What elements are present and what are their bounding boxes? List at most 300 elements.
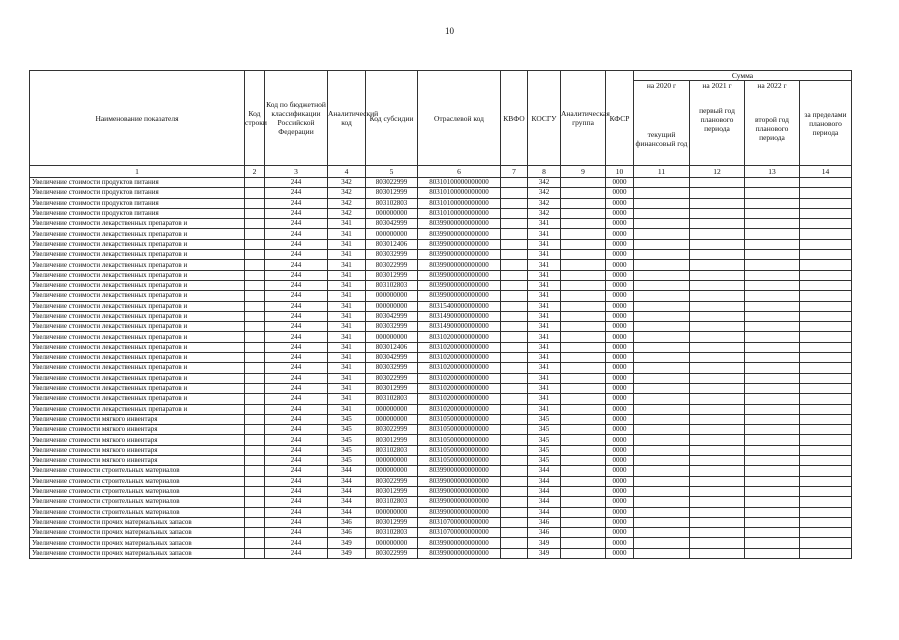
analytic-group-cell [561, 208, 606, 218]
table-row [30, 425, 852, 435]
column-number: 4 [328, 166, 366, 178]
header-plan2-label: второй год планового периода [755, 115, 789, 142]
sum-beyond-cell [800, 332, 852, 342]
table-row [30, 301, 852, 311]
sum-2020-cell [634, 270, 690, 280]
sum-2020-cell [634, 486, 690, 496]
header-analytic-code: Аналитический код [328, 71, 366, 166]
subsidy-code-cell: 000000000 [366, 291, 418, 301]
table-row [30, 219, 852, 229]
sum-2021-cell [690, 260, 745, 270]
table-row [30, 528, 852, 538]
row-code-cell [245, 425, 265, 435]
sum-2021-cell [690, 538, 745, 548]
budget-code-cell: 244 [265, 363, 328, 373]
sum-2020-cell [634, 548, 690, 558]
budget-code-cell: 244 [265, 270, 328, 280]
analytic-code-cell: 341 [328, 239, 366, 249]
row-code-cell [245, 239, 265, 249]
analytic-code-cell: 345 [328, 425, 366, 435]
row-name: Увеличение стоимости строительных материалов [30, 486, 245, 496]
table-row [30, 507, 852, 517]
sum-beyond-cell [800, 178, 852, 188]
row-code-cell [245, 466, 265, 476]
sum-2020-cell [634, 404, 690, 414]
sum-2022-cell [745, 353, 800, 363]
analytic-group-cell [561, 528, 606, 538]
column-number: 11 [634, 166, 690, 178]
row-name: Увеличение стоимости лекарственных препаратов и [30, 311, 245, 321]
table-row [30, 497, 852, 507]
subsidy-code-cell: 803022999 [366, 373, 418, 383]
subsidy-code-cell: 803042999 [366, 219, 418, 229]
row-name: Увеличение стоимости лекарственных препаратов и [30, 301, 245, 311]
row-code-cell [245, 311, 265, 321]
kosgu-cell: 341 [528, 322, 561, 332]
analytic-group-cell [561, 476, 606, 486]
sum-2022-cell [745, 445, 800, 455]
subsidy-code-cell: 803102803 [366, 198, 418, 208]
table-row [30, 373, 852, 383]
analytic-group-cell [561, 301, 606, 311]
branch-code-cell: 80399000000000000 [418, 270, 501, 280]
budget-code-cell: 244 [265, 548, 328, 558]
sum-2021-cell [690, 229, 745, 239]
header-sum: Сумма [634, 71, 852, 81]
row-name: Увеличение стоимости лекарственных препаратов и [30, 260, 245, 270]
sum-beyond-cell [800, 219, 852, 229]
kvfo-cell [501, 280, 528, 290]
row-name: Увеличение стоимости строительных материалов [30, 476, 245, 486]
sum-beyond-cell [800, 383, 852, 393]
branch-code-cell: 80310200000000000 [418, 373, 501, 383]
kfsr-cell: 0000 [606, 373, 634, 383]
sum-2020-cell [634, 456, 690, 466]
subsidy-code-cell: 000000000 [366, 538, 418, 548]
kfsr-cell: 0000 [606, 435, 634, 445]
header-year-2022: на 2022 г [757, 81, 787, 90]
table-row [30, 383, 852, 393]
kfsr-cell: 0000 [606, 486, 634, 496]
header-plan2 [745, 81, 800, 166]
row-name: Увеличение стоимости лекарственных препаратов и [30, 239, 245, 249]
subsidy-code-cell: 803102803 [366, 394, 418, 404]
sum-2022-cell [745, 270, 800, 280]
header-branch-code: Отраслевой код [418, 71, 501, 166]
row-code-cell [245, 548, 265, 558]
analytic-code-cell: 341 [328, 301, 366, 311]
kosgu-cell: 346 [528, 528, 561, 538]
kvfo-cell [501, 538, 528, 548]
sum-2021-cell [690, 425, 745, 435]
sum-2020-cell [634, 332, 690, 342]
analytic-code-cell: 341 [328, 260, 366, 270]
row-name: Увеличение стоимости строительных материалов [30, 466, 245, 476]
header-budget-code: Код по бюджетной классификации Российской Федерации [265, 71, 328, 166]
table-row [30, 353, 852, 363]
row-name: Увеличение стоимости продуктов питания [30, 178, 245, 188]
kvfo-cell [501, 219, 528, 229]
kosgu-cell: 345 [528, 456, 561, 466]
kosgu-cell: 341 [528, 260, 561, 270]
sum-2021-cell [690, 208, 745, 218]
row-code-cell [245, 445, 265, 455]
kfsr-cell: 0000 [606, 466, 634, 476]
sum-2021-cell [690, 188, 745, 198]
sum-2020-cell [634, 260, 690, 270]
kvfo-cell [501, 507, 528, 517]
row-code-cell [245, 229, 265, 239]
branch-code-cell: 80399000000000000 [418, 250, 501, 260]
branch-code-cell: 80310200000000000 [418, 342, 501, 352]
branch-code-cell: 80310700000000000 [418, 517, 501, 527]
analytic-code-cell: 345 [328, 445, 366, 455]
sum-2020-cell [634, 342, 690, 352]
kosgu-cell: 341 [528, 291, 561, 301]
table-row [30, 456, 852, 466]
row-name: Увеличение стоимости лекарственных препаратов и [30, 322, 245, 332]
sum-2021-cell [690, 517, 745, 527]
sum-beyond-cell [800, 239, 852, 249]
sum-2020-cell [634, 291, 690, 301]
sum-2021-cell [690, 239, 745, 249]
row-code-cell [245, 456, 265, 466]
sum-2022-cell [745, 332, 800, 342]
table-row [30, 280, 852, 290]
table-row [30, 394, 852, 404]
sum-beyond-cell [800, 270, 852, 280]
sum-2022-cell [745, 311, 800, 321]
branch-code-cell: 80399000000000000 [418, 538, 501, 548]
row-code-cell [245, 178, 265, 188]
kosgu-cell: 345 [528, 414, 561, 424]
sum-beyond-cell [800, 414, 852, 424]
analytic-group-cell [561, 373, 606, 383]
branch-code-cell: 80310100000000000 [418, 178, 501, 188]
sum-2022-cell [745, 466, 800, 476]
kvfo-cell [501, 373, 528, 383]
sum-2022-cell [745, 435, 800, 445]
table-row [30, 538, 852, 548]
budget-code-cell: 244 [265, 517, 328, 527]
sum-beyond-cell [800, 260, 852, 270]
header-kosgu: КОСГУ [528, 71, 561, 166]
sum-beyond-cell [800, 507, 852, 517]
budget-code-cell: 244 [265, 322, 328, 332]
branch-code-cell: 80310100000000000 [418, 198, 501, 208]
sum-2021-cell [690, 363, 745, 373]
sum-2020-cell [634, 497, 690, 507]
sum-beyond-cell [800, 528, 852, 538]
subsidy-code-cell: 803022999 [366, 476, 418, 486]
branch-code-cell: 80310200000000000 [418, 363, 501, 373]
kosgu-cell: 345 [528, 435, 561, 445]
kosgu-cell: 341 [528, 301, 561, 311]
analytic-code-cell: 344 [328, 507, 366, 517]
table-row [30, 178, 852, 188]
branch-code-cell: 80310200000000000 [418, 404, 501, 414]
analytic-code-cell: 341 [328, 311, 366, 321]
kosgu-cell: 342 [528, 178, 561, 188]
analytic-group-cell [561, 363, 606, 373]
column-number: 1 [30, 166, 245, 178]
sum-beyond-cell [800, 425, 852, 435]
sum-2022-cell [745, 260, 800, 270]
kfsr-cell: 0000 [606, 280, 634, 290]
kosgu-cell: 349 [528, 548, 561, 558]
analytic-group-cell [561, 497, 606, 507]
sum-2022-cell [745, 188, 800, 198]
subsidy-code-cell: 000000000 [366, 301, 418, 311]
subsidy-code-cell: 803032999 [366, 322, 418, 332]
row-code-cell [245, 517, 265, 527]
analytic-group-cell [561, 414, 606, 424]
kosgu-cell: 341 [528, 229, 561, 239]
row-code-cell [245, 486, 265, 496]
header-name: Наименование показателя [30, 71, 245, 166]
kfsr-cell: 0000 [606, 497, 634, 507]
sum-2022-cell [745, 342, 800, 352]
header-kvfo: КВФО [501, 71, 528, 166]
sum-2020-cell [634, 394, 690, 404]
kosgu-cell: 341 [528, 250, 561, 260]
kosgu-cell: 341 [528, 353, 561, 363]
sum-2020-cell [634, 373, 690, 383]
branch-code-cell: 80399000000000000 [418, 497, 501, 507]
sum-2020-cell [634, 425, 690, 435]
analytic-code-cell: 345 [328, 414, 366, 424]
subsidy-code-cell: 803042999 [366, 353, 418, 363]
branch-code-cell: 80310200000000000 [418, 353, 501, 363]
kosgu-cell: 341 [528, 219, 561, 229]
table-row [30, 342, 852, 352]
kfsr-cell: 0000 [606, 548, 634, 558]
budget-code-cell: 244 [265, 280, 328, 290]
row-code-cell [245, 363, 265, 373]
sum-beyond-cell [800, 476, 852, 486]
kfsr-cell: 0000 [606, 342, 634, 352]
row-name: Увеличение стоимости продуктов питания [30, 198, 245, 208]
sum-2021-cell [690, 394, 745, 404]
header-fin-year-label: текущий финансовый год [635, 130, 688, 148]
sum-2021-cell [690, 414, 745, 424]
kfsr-cell: 0000 [606, 445, 634, 455]
sum-beyond-cell [800, 311, 852, 321]
table-row [30, 476, 852, 486]
analytic-group-cell [561, 517, 606, 527]
sum-2022-cell [745, 322, 800, 332]
budget-code-cell: 244 [265, 250, 328, 260]
budget-code-cell: 244 [265, 260, 328, 270]
kfsr-cell: 0000 [606, 332, 634, 342]
sum-2021-cell [690, 507, 745, 517]
kvfo-cell [501, 414, 528, 424]
sum-2021-cell [690, 486, 745, 496]
branch-code-cell: 80399000000000000 [418, 486, 501, 496]
header-year-2021: на 2021 г [702, 81, 732, 90]
table-row [30, 466, 852, 476]
sum-beyond-cell [800, 188, 852, 198]
kfsr-cell: 0000 [606, 353, 634, 363]
kfsr-cell: 0000 [606, 219, 634, 229]
sum-2021-cell [690, 548, 745, 558]
subsidy-code-cell: 000000000 [366, 414, 418, 424]
row-code-cell [245, 291, 265, 301]
row-name: Увеличение стоимости прочих материальных запасов [30, 538, 245, 548]
kvfo-cell [501, 178, 528, 188]
kfsr-cell: 0000 [606, 517, 634, 527]
analytic-code-cell: 342 [328, 198, 366, 208]
budget-code-cell: 244 [265, 538, 328, 548]
column-number: 12 [690, 166, 745, 178]
sum-2020-cell [634, 466, 690, 476]
kvfo-cell [501, 466, 528, 476]
sum-2020-cell [634, 507, 690, 517]
sum-2022-cell [745, 363, 800, 373]
sum-2020-cell [634, 198, 690, 208]
analytic-code-cell: 341 [328, 322, 366, 332]
column-number: 3 [265, 166, 328, 178]
analytic-code-cell: 341 [328, 342, 366, 352]
sum-2021-cell [690, 198, 745, 208]
analytic-code-cell: 349 [328, 538, 366, 548]
kvfo-cell [501, 353, 528, 363]
subsidy-code-cell: 803022999 [366, 548, 418, 558]
kfsr-cell: 0000 [606, 178, 634, 188]
analytic-group-cell [561, 383, 606, 393]
subsidy-code-cell: 803042999 [366, 311, 418, 321]
kfsr-cell: 0000 [606, 188, 634, 198]
subsidy-code-cell: 803102803 [366, 497, 418, 507]
subsidy-code-cell: 000000000 [366, 404, 418, 414]
kfsr-cell: 0000 [606, 311, 634, 321]
sum-2022-cell [745, 476, 800, 486]
page-number: 10 [445, 26, 454, 36]
kvfo-cell [501, 363, 528, 373]
sum-2020-cell [634, 188, 690, 198]
subsidy-code-cell: 803022999 [366, 178, 418, 188]
table-row [30, 188, 852, 198]
header-plan1 [690, 81, 745, 166]
kosgu-cell: 341 [528, 239, 561, 249]
sum-2022-cell [745, 198, 800, 208]
branch-code-cell: 80399000000000000 [418, 260, 501, 270]
budget-code-cell: 244 [265, 528, 328, 538]
kvfo-cell [501, 311, 528, 321]
branch-code-cell: 80399000000000000 [418, 476, 501, 486]
analytic-group-cell [561, 198, 606, 208]
sum-2021-cell [690, 322, 745, 332]
row-name: Увеличение стоимости прочих материальных запасов [30, 528, 245, 538]
row-code-cell [245, 507, 265, 517]
kosgu-cell: 349 [528, 538, 561, 548]
row-code-cell [245, 383, 265, 393]
sum-2020-cell [634, 414, 690, 424]
analytic-group-cell [561, 250, 606, 260]
sum-2022-cell [745, 373, 800, 383]
table-row [30, 445, 852, 455]
branch-code-cell: 80399000000000000 [418, 507, 501, 517]
row-name: Увеличение стоимости лекарственных препаратов и [30, 404, 245, 414]
header-kfsr: КФСР [606, 71, 634, 166]
budget-code-cell: 244 [265, 301, 328, 311]
sum-2022-cell [745, 250, 800, 260]
subsidy-code-cell: 803012999 [366, 435, 418, 445]
analytic-group-cell [561, 353, 606, 363]
kvfo-cell [501, 404, 528, 414]
sum-2021-cell [690, 383, 745, 393]
analytic-code-cell: 342 [328, 178, 366, 188]
sum-beyond-cell [800, 394, 852, 404]
column-number: 13 [745, 166, 800, 178]
kfsr-cell: 0000 [606, 456, 634, 466]
sum-beyond-cell [800, 548, 852, 558]
sum-beyond-cell [800, 445, 852, 455]
kvfo-cell [501, 528, 528, 538]
sum-2021-cell [690, 353, 745, 363]
kfsr-cell: 0000 [606, 260, 634, 270]
column-number-row [30, 166, 852, 178]
branch-code-cell: 80399000000000000 [418, 280, 501, 290]
sum-2021-cell [690, 311, 745, 321]
sum-2020-cell [634, 322, 690, 332]
branch-code-cell: 80310500000000000 [418, 414, 501, 424]
budget-code-cell: 244 [265, 435, 328, 445]
row-code-cell [245, 219, 265, 229]
subsidy-code-cell: 803102803 [366, 280, 418, 290]
subsidy-code-cell: 803012999 [366, 188, 418, 198]
column-number: 7 [501, 166, 528, 178]
row-name: Увеличение стоимости лекарственных препаратов и [30, 383, 245, 393]
table-row [30, 291, 852, 301]
sum-2020-cell [634, 229, 690, 239]
sum-2020-cell [634, 250, 690, 260]
table-row [30, 435, 852, 445]
sum-2022-cell [745, 456, 800, 466]
subsidy-code-cell: 803012406 [366, 342, 418, 352]
row-code-cell [245, 260, 265, 270]
sum-beyond-cell [800, 466, 852, 476]
analytic-code-cell: 341 [328, 373, 366, 383]
kosgu-cell: 344 [528, 507, 561, 517]
analytic-group-cell [561, 188, 606, 198]
row-code-cell [245, 373, 265, 383]
analytic-code-cell: 341 [328, 229, 366, 239]
kosgu-cell: 341 [528, 342, 561, 352]
subsidy-code-cell: 803012999 [366, 383, 418, 393]
row-name: Увеличение стоимости строительных материалов [30, 497, 245, 507]
sum-2020-cell [634, 280, 690, 290]
table-row [30, 208, 852, 218]
analytic-group-cell [561, 445, 606, 455]
row-name: Увеличение стоимости лекарственных препаратов и [30, 363, 245, 373]
budget-code-cell: 244 [265, 198, 328, 208]
sum-2021-cell [690, 332, 745, 342]
analytic-group-cell [561, 332, 606, 342]
branch-code-cell: 80310500000000000 [418, 435, 501, 445]
row-name: Увеличение стоимости лекарственных препаратов и [30, 280, 245, 290]
sum-2021-cell [690, 250, 745, 260]
sum-2021-cell [690, 178, 745, 188]
budget-code-cell: 244 [265, 353, 328, 363]
sum-beyond-cell [800, 373, 852, 383]
sum-beyond-cell [800, 291, 852, 301]
kfsr-cell: 0000 [606, 425, 634, 435]
branch-code-cell: 80310200000000000 [418, 332, 501, 342]
analytic-group-cell [561, 342, 606, 352]
row-code-cell [245, 497, 265, 507]
header-year-2020: на 2020 г [646, 81, 677, 90]
